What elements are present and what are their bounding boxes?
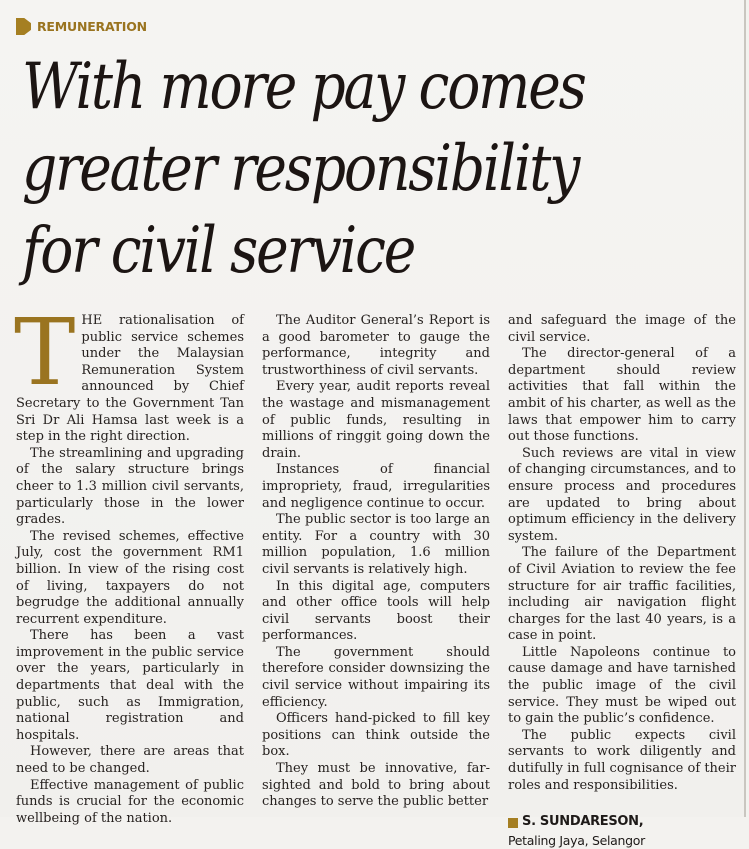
paragraph: In this digital age, computers and other office tools will help civil servants boost their performances. — [262, 578, 490, 644]
paragraph: The public expects civil servants to work diligently and dutifully in full cognisance of their roles and responsibilities. — [508, 727, 736, 793]
headline-line: With more pay comes — [22, 50, 585, 124]
section-marker-icon — [16, 18, 31, 35]
paragraph: Such reviews are vital in view of changing circumstances, and to ensure process and procedures are updated to bring about optimum efficiency in the delivery system. — [508, 445, 736, 544]
paragraph: The revised schemes, effective July, cost the government RM1 billion. In view of the rising cost of living, taxpayers do not begrudge the additional annually recurrent expenditure. — [16, 528, 244, 627]
paragraph: Every year, audit reports reveal the wastage and mismanagement of public funds, resulting in millions of ringgit going down the drain. — [262, 379, 490, 461]
lead-paragraph — [14, 299, 244, 446]
byline-marker-icon — [508, 818, 518, 828]
paragraph: The failure of the Department of Civil Aviation to review the fee structure for air traffic facilities, including air navigation flight charges for the last 40 years, is a case in point. — [508, 545, 736, 644]
drop-cap: T — [14, 299, 76, 406]
paragraph: The Auditor General’s Report is a good barometer to gauge the performance, integrity and trustworthiness of civil servants. — [262, 313, 490, 378]
paragraph: The streamlining and upgrading of the salary structure brings cheer to 1.3 million civil servants, particularly those in the lower grades. — [16, 445, 244, 528]
paragraph: The director-general of a department should review activities that fall within the ambit of his charter, as well as the laws that empower him to carry out those functions. — [508, 346, 736, 445]
paragraph: Instances of financial impropriety, fraud, irregularities and negligence continue to occur. — [262, 462, 490, 511]
author-location: Petaling Jaya, Selangor — [508, 832, 645, 848]
byline — [508, 814, 736, 849]
article-column-3 — [508, 313, 736, 849]
author-name: S. SUNDARESON, — [522, 814, 644, 830]
paragraph: There has been a vast improvement in the public service over the years, particularly in departments that deal with the public, such as Immigration, national registration and hospitals. — [16, 628, 244, 743]
section-tag — [16, 18, 147, 35]
paragraph: Officers hand-picked to fill key positions can think outside the box. — [262, 711, 490, 760]
paragraph: They must be innovative, far-sighted and bold to bring about changes to serve the public better — [262, 761, 490, 810]
paragraph: Effective management of public funds is crucial for the economic wellbeing of the nation. — [16, 777, 244, 826]
continued-paragraph: and safeguard the image of the civil service. — [508, 313, 736, 345]
article-column-1 — [14, 299, 244, 849]
paragraph-text: HE rationalisation of public service schemes under the Malaysian Remuneration System announced by Chief Secretary to the Government Tan Sri Dr Ali Hamsa last week is a step in the right direction. — [16, 313, 244, 445]
article-column-2 — [262, 313, 490, 849]
paragraph: The government should therefore consider downsizing the civil service without impairing its efficiency. — [262, 644, 490, 710]
headline-line: greater responsibility — [22, 132, 579, 206]
paragraph: The public sector is too large an entity. For a country with 30 million population, 1.6 million civil servants is relatively high. — [262, 512, 490, 577]
article-body — [14, 299, 740, 849]
section-label: REMUNERATION — [37, 19, 147, 34]
paragraph: Little Napoleons continue to cause damage and have tarnished the public image of the civil service. They must be wiped out to gain the public’s confidence. — [508, 644, 736, 727]
headline-line: for civil service — [22, 214, 415, 288]
headline — [22, 46, 641, 292]
paragraph: However, there are areas that need to be changed. — [16, 744, 244, 777]
